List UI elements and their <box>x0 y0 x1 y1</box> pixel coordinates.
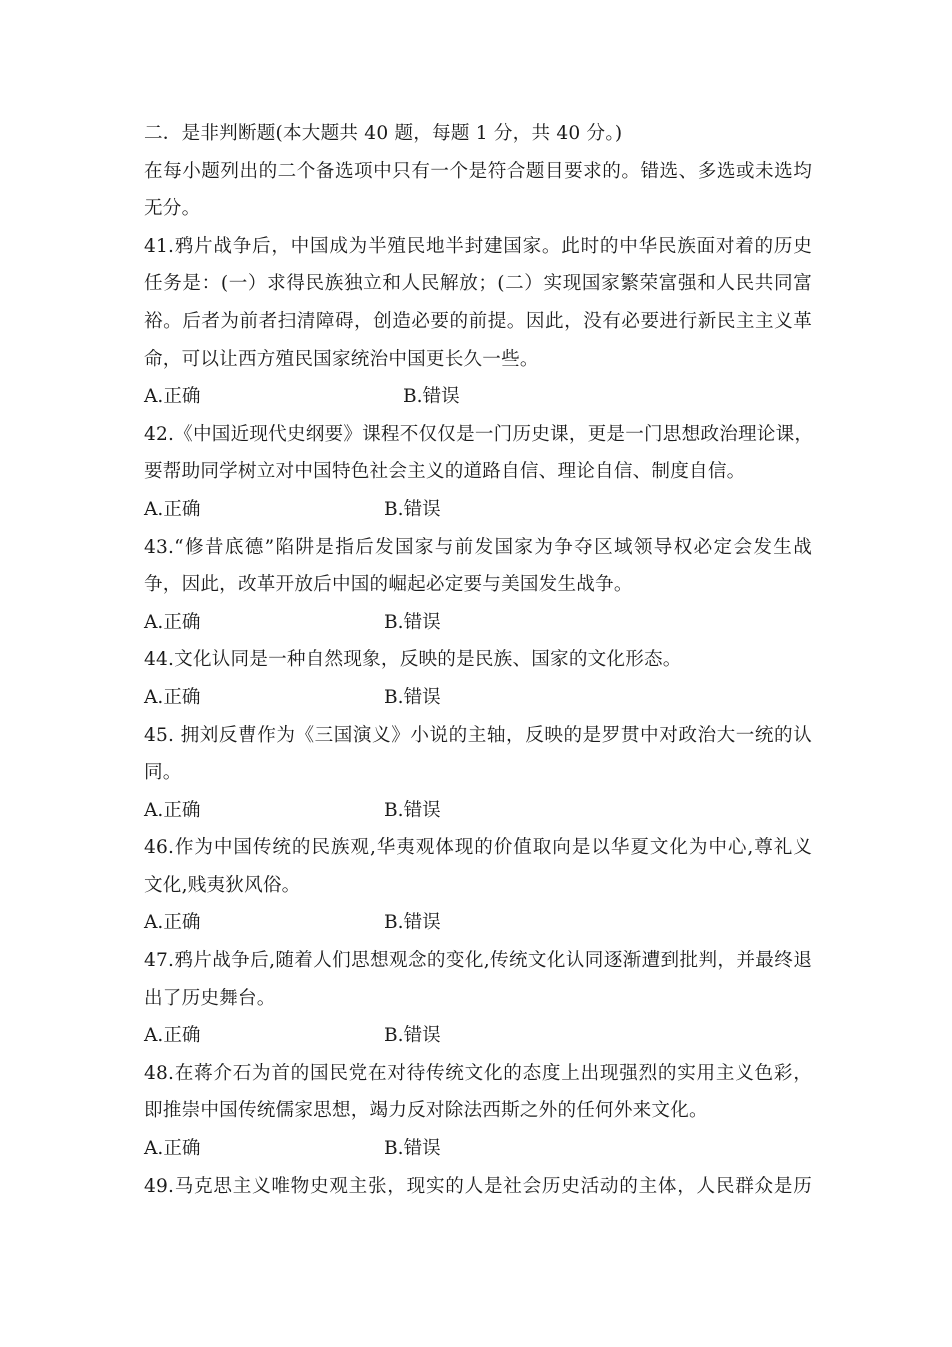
question-46 <box>144 829 812 942</box>
answer-options <box>144 1017 812 1055</box>
question-42 <box>144 416 812 529</box>
option-a: A.正确 <box>144 686 201 708</box>
question-text-line: 要帮助同学树立对中国特色社会主义的道路自信、理论自信、制度自信。 <box>144 461 746 483</box>
instruction-line: 无分。 <box>144 198 201 220</box>
instruction-line: 在每小题列出的二个备选项中只有一个是符合题目要求的。错选、多选或未选均 <box>144 160 812 182</box>
question-text-line: 裕。后者为前者扫清障碍，创造必要的前提。因此，没有必要进行新民主主义革 <box>144 310 812 332</box>
option-a: A.正确 <box>144 1025 201 1047</box>
question-43 <box>144 529 812 642</box>
question-text-line: 44.文化认同是一种自然现象，反映的是民族、国家的文化形态。 <box>144 649 682 671</box>
question-text-line: 出了历史舞台。 <box>144 987 276 1009</box>
question-text-line: 47.鸦片战争后,随着人们思想观念的变化,传统文化认同逐渐遭到批判，并最终退 <box>144 950 812 972</box>
option-a: A.正确 <box>144 386 201 408</box>
option-b: B.错误 <box>384 799 441 821</box>
page-content <box>144 115 812 1205</box>
question-text-line: 同。 <box>144 762 182 784</box>
option-a: A.正确 <box>144 611 201 633</box>
question-49 <box>144 1168 812 1206</box>
option-b: B.错误 <box>403 386 460 408</box>
option-a: A.正确 <box>144 498 201 520</box>
question-text-line: 46.作为中国传统的民族观,华夷观体现的价值取向是以华夏文化为中心,尊礼义 <box>144 837 812 859</box>
section-heading: 二．是非判断题(本大题共 40 题，每题 1 分，共 40 分。) <box>144 123 623 144</box>
question-41 <box>144 228 812 416</box>
answer-options <box>144 491 812 529</box>
question-text-line: 即推崇中国传统儒家思想，竭力反对除法西斯之外的任何外来文化。 <box>144 1100 708 1122</box>
question-text-line: 48.在蒋介石为首的国民党在对待传统文化的态度上出现强烈的实用主义色彩， <box>144 1062 812 1084</box>
question-text-line: 命，可以让西方殖民国家统治中国更长久一些。 <box>144 348 539 370</box>
question-text-line: 43.“修昔底德”陷阱是指后发国家与前发国家为争夺区域领导权必定会发生战 <box>144 536 812 558</box>
question-text-line: 任务是：(一）求得民族独立和人民解放；(二）实现国家繁荣富强和人民共同富 <box>144 273 812 295</box>
option-a: A.正确 <box>144 1138 201 1160</box>
question-47 <box>144 942 812 1055</box>
answer-options <box>144 904 812 942</box>
answer-options <box>144 1130 812 1168</box>
option-b: B.错误 <box>384 611 441 633</box>
question-45 <box>144 717 812 830</box>
option-b: B.错误 <box>384 1138 441 1160</box>
option-b: B.错误 <box>384 686 441 708</box>
option-b: B.错误 <box>384 1025 441 1047</box>
answer-options <box>144 679 812 717</box>
question-text-line: 41.鸦片战争后，中国成为半殖民地半封建国家。此时的中华民族面对着的历史 <box>144 235 812 257</box>
answer-options <box>144 604 812 642</box>
question-text-line: 49.马克思主义唯物史观主张，现实的人是社会历史活动的主体，人民群众是历 <box>144 1175 812 1197</box>
option-a: A.正确 <box>144 912 201 934</box>
question-text-line: 争，因此，改革开放后中国的崛起必定要与美国发生战争。 <box>144 574 633 596</box>
option-a: A.正确 <box>144 799 201 821</box>
question-text-line: 42.《中国近现代史纲要》课程不仅仅是一门历史课，更是一门思想政治理论课， <box>144 423 814 445</box>
option-b: B.错误 <box>384 498 441 520</box>
option-b: B.错误 <box>384 912 441 934</box>
answer-options <box>144 792 812 830</box>
question-text-line: 文化,贱夷狄风俗。 <box>144 874 301 896</box>
question-text-line: 45. 拥刘反曹作为《三国演义》小说的主轴，反映的是罗贯中对政治大一统的认 <box>144 724 812 746</box>
question-44 <box>144 641 812 716</box>
answer-options <box>144 378 812 416</box>
question-48 <box>144 1055 812 1168</box>
